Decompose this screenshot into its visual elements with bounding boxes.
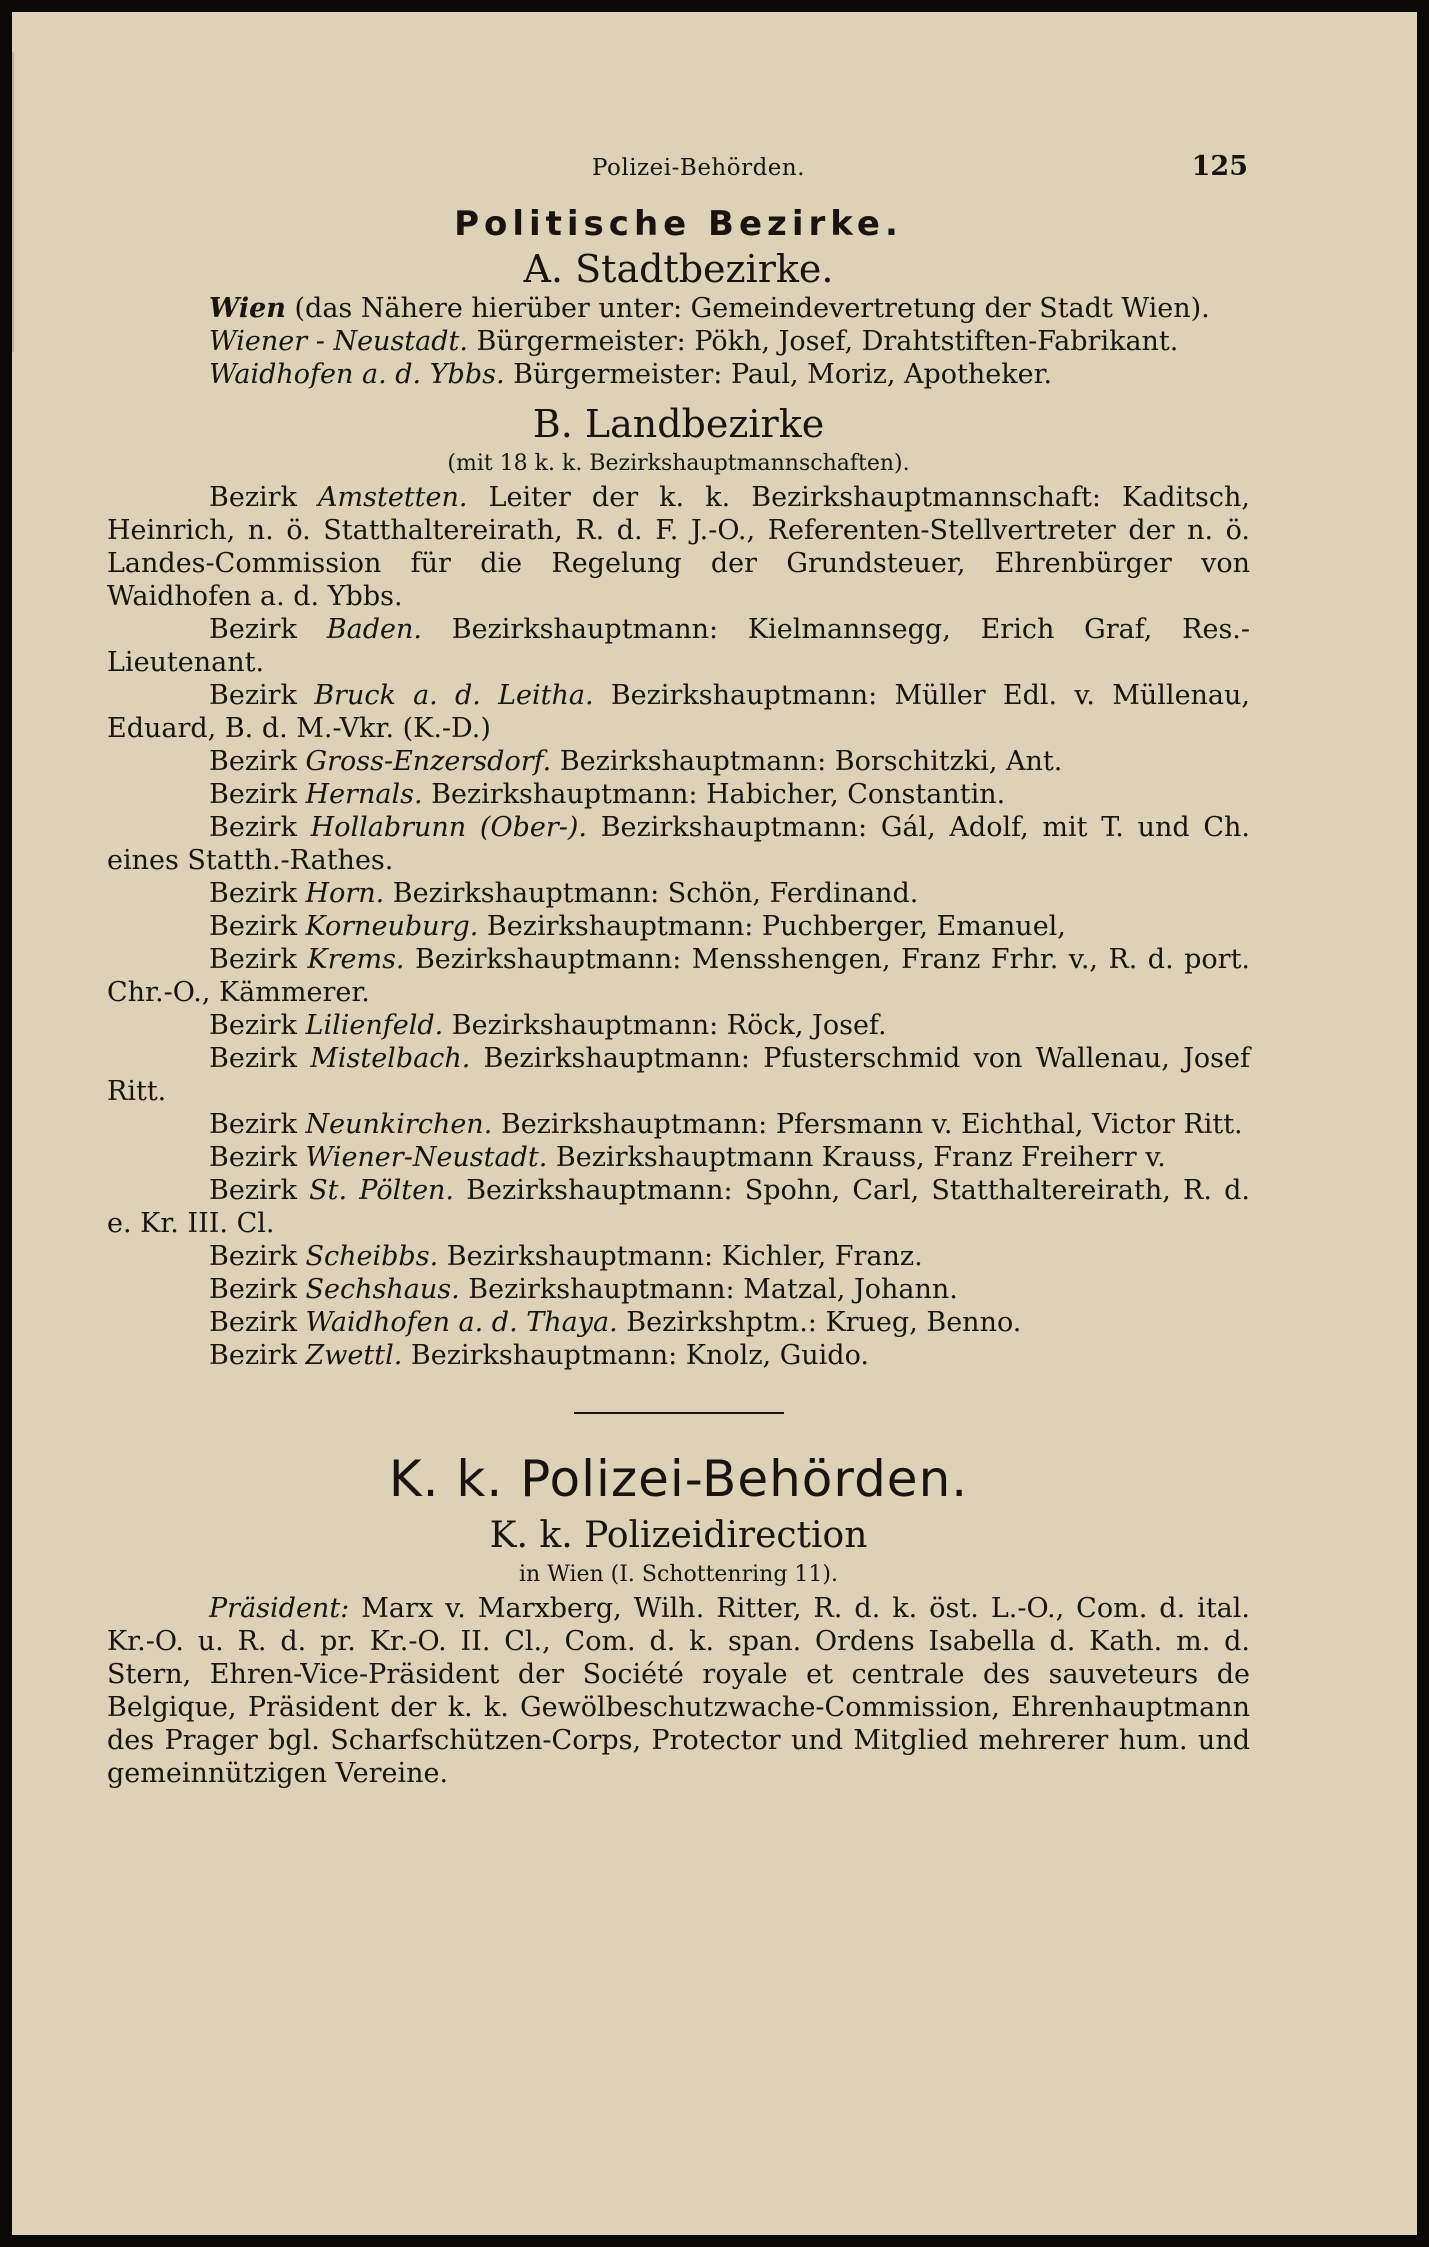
- district-prefix: Bezirk: [209, 482, 319, 513]
- district-text: Bezirkshauptmann: Schön, Ferdinand.: [384, 878, 919, 909]
- district-label: Amstetten.: [318, 482, 468, 513]
- section-title-polizei-behoerden: K. k. Polizei-Behörden.: [388, 1450, 969, 1508]
- district-prefix: Bezirk: [209, 911, 306, 942]
- district-prefix: Bezirk: [209, 1109, 306, 1140]
- district-prefix: Bezirk: [209, 1307, 306, 1338]
- section-divider: [574, 1412, 784, 1414]
- district-prefix: Bezirk: [209, 1043, 311, 1074]
- district-entry: [107, 1141, 1250, 1174]
- entry-label: Wien: [209, 293, 286, 324]
- running-title: Polizei-Behörden.: [591, 155, 806, 181]
- subsection-stadtbezirke: A. Stadtbezirke.: [523, 247, 834, 291]
- district-entry: [107, 1042, 1250, 1108]
- district-prefix: Bezirk: [209, 944, 308, 975]
- district-prefix: Bezirk: [209, 1142, 306, 1173]
- district-text: Bezirkshauptmann: Gál, Adolf, mit T. und Ch. eines Statth.-Rathes.: [107, 812, 1250, 876]
- district-label: Baden.: [326, 614, 422, 645]
- district-prefix: Bezirk: [209, 1241, 306, 1272]
- district-label: St. Pölten.: [309, 1175, 455, 1206]
- page-number: 125: [1191, 151, 1248, 182]
- district-label: Hernals.: [305, 779, 423, 810]
- district-prefix: Bezirk: [209, 746, 306, 777]
- entry-label: Wiener - Neustadt.: [209, 326, 468, 357]
- district-label: Wiener-Neustadt.: [305, 1142, 548, 1173]
- district-text: Bezirkshauptmann: Knolz, Guido.: [402, 1340, 869, 1371]
- district-label: Gross-Enzersdorf.: [305, 746, 552, 777]
- district-text: Bezirkshptm.: Krueg, Benno.: [617, 1307, 1022, 1338]
- district-prefix: Bezirk: [209, 878, 306, 909]
- district-prefix: Bezirk: [209, 812, 311, 843]
- entry-text: Bürgermeister: Paul, Moriz, Apotheker.: [504, 359, 1053, 390]
- polizeidirection-address: in Wien (I. Schottenring 11).: [519, 1562, 838, 1587]
- district-text: Bezirkshauptmann: Röck, Josef.: [443, 1010, 887, 1041]
- district-label: Mistelbach.: [310, 1043, 471, 1074]
- district-text: Bezirkshauptmann: Pfersmann v. Eichthal, Victor Ritt.: [492, 1109, 1243, 1140]
- district-entry: [107, 910, 1250, 943]
- district-entry: [107, 943, 1250, 1009]
- district-entry: [107, 811, 1250, 877]
- district-entry: [107, 1240, 1250, 1273]
- entry-text: Bürgermeister: Pökh, Josef, Drahtstiften-Fabrikant.: [467, 326, 1179, 357]
- entry-label: Waidhofen a. d. Ybbs.: [209, 359, 505, 390]
- district-text: Bezirkshauptmann: Müller Edl. v. Müllenau, Eduard, B. d. M.-Vkr. (K.-D.): [107, 680, 1251, 744]
- district-label: Waidhofen a. d. Thaya.: [305, 1307, 618, 1338]
- district-entry: [107, 679, 1250, 745]
- district-entry: [107, 1108, 1250, 1141]
- district-label: Zwettl.: [305, 1340, 403, 1371]
- district-text: Bezirkshauptmann Krauss, Franz Freiherr v.: [547, 1142, 1166, 1173]
- district-entry: [107, 745, 1250, 778]
- district-prefix: Bezirk: [209, 1274, 306, 1305]
- subsection-landbezirke-note: (mit 18 k. k. Bezirkshauptmannschaften).: [447, 451, 910, 476]
- district-label: Lilienfeld.: [305, 1010, 444, 1041]
- district-entry: [107, 1273, 1250, 1306]
- running-head: [107, 152, 1250, 196]
- district-text: Bezirkshauptmann: Kielmannsegg, Erich Graf, Res.-Lieutenant.: [107, 614, 1251, 678]
- district-prefix: Bezirk: [209, 1175, 310, 1206]
- district-entry: [107, 1009, 1250, 1042]
- district-label: Hollabrunn (Ober-).: [310, 812, 587, 843]
- president-entry: [107, 1592, 1250, 1790]
- president-label: Präsident:: [209, 1593, 350, 1624]
- district-text: Bezirkshauptmann: Spohn, Carl, Statthaltereirath, R. d. e. Kr. III. Cl.: [107, 1175, 1250, 1239]
- page-edge-marks: [12, 52, 30, 352]
- district-text: Bezirkshauptmann: Pfusterschmid von Wallenau, Josef Ritt.: [107, 1043, 1251, 1107]
- district-entry: [107, 877, 1250, 910]
- district-label: Krems.: [307, 944, 405, 975]
- district-label: Horn.: [305, 878, 385, 909]
- president-text: Marx v. Marxberg, Wilh. Ritter, R. d. k. öst. L.-O., Com. d. ital. Kr.-O. u. R. d. pr. Kr.-O. II. Cl., Com. d. k. span. Ordens Isabella d. Kath. m. d. Stern, Ehren-Vice-Präsident der Société royale et centrale des sauveteurs de Belgique, Präsident der k. k. Gewölbeschutzwache-Commission, Ehrenhauptmann des Prager bgl. Scharfschützen-Corps, Protector und Mitglied mehrerer hum. und gemeinnützigen Vereine.: [107, 1593, 1250, 1789]
- district-prefix: Bezirk: [209, 680, 315, 711]
- district-label: Sechshaus.: [305, 1274, 460, 1305]
- district-entry: [107, 481, 1250, 613]
- district-prefix: Bezirk: [209, 1010, 306, 1041]
- district-label: Bruck a. d. Leitha.: [314, 680, 594, 711]
- subtitle-polizeidirection: K. k. Polizeidirection: [489, 1515, 868, 1556]
- section-title-politische-bezirke: Politische Bezirke.: [454, 204, 903, 244]
- district-text: Bezirkshauptmann: Mensshengen, Franz Frhr. v., R. d. port. Chr.-O., Kämmerer.: [107, 944, 1251, 1008]
- district-label: Neunkirchen.: [305, 1109, 493, 1140]
- subsection-landbezirke: B. Landbezirke: [532, 402, 825, 446]
- scanned-page: [12, 12, 1417, 2235]
- district-entry: [107, 613, 1250, 679]
- district-entry: [107, 1306, 1250, 1339]
- district-label: Scheibbs.: [305, 1241, 439, 1272]
- district-text: Bezirkshauptmann: Puchberger, Emanuel,: [478, 911, 1066, 942]
- district-prefix: Bezirk: [209, 779, 306, 810]
- district-entry: [107, 1174, 1250, 1240]
- district-entry: [107, 1339, 1250, 1372]
- district-text: Leiter der k. k. Bezirkshauptmannschaft: Kaditsch, Heinrich, n. ö. Statthaltereirath, R. d. F. J.-O., Referenten-Stellvertreter der n. ö. Landes-Commission für die Regelung der Grundsteuer, Ehrenbürger von Waidhofen a. d. Ybbs.: [107, 482, 1251, 612]
- city-entry-wiener-neustadt: [107, 325, 1250, 358]
- district-label: Korneuburg.: [305, 911, 479, 942]
- district-entry: [107, 778, 1250, 811]
- district-prefix: Bezirk: [209, 1340, 306, 1371]
- district-prefix: Bezirk: [209, 614, 327, 645]
- district-text: Bezirkshauptmann: Matzal, Johann.: [459, 1274, 958, 1305]
- page-content: [107, 152, 1250, 1790]
- entry-text: (das Nähere hierüber unter: Gemeindevertretung der Stadt Wien).: [285, 293, 1210, 324]
- district-text: Bezirkshauptmann: Kichler, Franz.: [438, 1241, 923, 1272]
- city-entry-wien: [107, 292, 1250, 325]
- city-entry-waidhofen-ybbs: [107, 358, 1250, 391]
- district-text: Bezirkshauptmann: Habicher, Constantin.: [422, 779, 1006, 810]
- district-text: Bezirkshauptmann: Borschitzki, Ant.: [551, 746, 1063, 777]
